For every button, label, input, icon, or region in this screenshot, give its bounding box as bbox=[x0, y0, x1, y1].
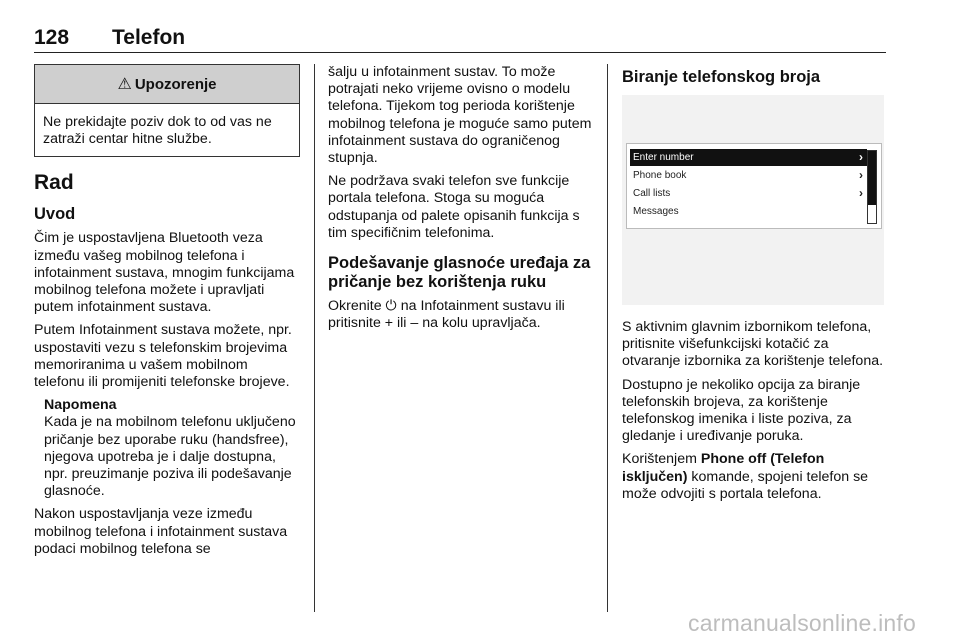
command-name: Phone off (Telefon isključen) bbox=[622, 451, 825, 485]
note-title: Napomena bbox=[44, 397, 117, 414]
column-divider bbox=[314, 64, 315, 612]
paragraph: Putem Infotainment sustava možete, npr. uspostaviti vezu s telefonskim brojevima memoriranima u vašem mobilnom telefonu ili promijeniti telefonske brojeve. bbox=[34, 322, 292, 391]
column-right bbox=[622, 64, 888, 509]
note-block bbox=[44, 397, 300, 500]
page-number: 128 bbox=[34, 26, 70, 49]
warning-title: Upozorenje bbox=[134, 75, 217, 93]
section-title: Rad bbox=[34, 171, 74, 195]
subsection-title: Biranje telefonskog broja bbox=[622, 68, 821, 86]
chevron-right-icon: › bbox=[859, 186, 863, 200]
subsection-title: Uvod bbox=[34, 205, 76, 224]
paragraph: S aktivnim glavnim izbornikom telefona, pritisnite višefunkcijski kotačić za otvaranje izbornika za korištenje telefona. bbox=[622, 319, 884, 370]
warning-triangle-icon: ⚠ bbox=[117, 76, 132, 93]
warning-box bbox=[34, 64, 300, 157]
paragraph: Okrenite ⏻ na Infotainment sustavu ili pritisnite + ili – na kolu upravljača. bbox=[328, 298, 565, 332]
scrollbar[interactable] bbox=[867, 150, 877, 224]
page-header bbox=[34, 26, 886, 53]
subsection-title: Podešavanje glasnoće uređaja za pričanje bez korištenja ruku bbox=[328, 254, 591, 292]
paragraph: Čim je uspostavljena Bluetooth veza između vašeg mobilnog telefona i infotainment sustava, mnogim funkcijama mobilnog telefona možete i upravljati putem infotainment sustava. bbox=[34, 230, 295, 316]
paragraph: Dostupno je nekoliko opcija za biranje telefonskih brojeva, za korištenje telefonskog imenika i liste poziva, za gledanje i uređivanje poruka. bbox=[622, 376, 861, 445]
infotainment-screen bbox=[626, 143, 882, 229]
scrollbar-thumb[interactable] bbox=[868, 151, 876, 205]
column-middle bbox=[328, 64, 598, 338]
paragraph: šalju u infotainment sustav. To može potrajati neko vrijeme ovisno o modelu telefona. Tijekom tog perioda korištenje mobilnog telefona je moguće samo putem infotainment sustava do ograničenog stupnja. bbox=[328, 64, 592, 167]
column-left bbox=[34, 64, 300, 564]
menu-item-call-lists[interactable]: Call lists › bbox=[633, 186, 863, 200]
menu-item-enter-number[interactable]: Enter number › bbox=[630, 149, 867, 166]
watermark: carmanualsonline.info bbox=[688, 610, 916, 636]
chapter-title: Telefon bbox=[112, 26, 186, 49]
menu-item-phone-book[interactable]: Phone book › bbox=[633, 168, 863, 182]
phone-menu-screenshot bbox=[622, 95, 884, 305]
note-text: Kada je na mobilnom telefonu uključeno pričanje bez uporabe ruku (handsfree), njegova upotreba je i dalje dostupna, npr. preuzimanje poziva ili podešavanje glasnoće. bbox=[44, 414, 296, 500]
warning-text: Ne prekidajte poziv dok to od vas ne zatraži centar hitne službe. bbox=[43, 114, 272, 148]
menu-item-messages[interactable]: Messages bbox=[633, 206, 679, 217]
chevron-right-icon: › bbox=[859, 168, 863, 182]
paragraph: Nakon uspostavljanja veze između mobilnog telefona i infotainment sustava podaci mobilnog telefona se bbox=[34, 506, 288, 557]
paragraph: Korištenjem Phone off (Telefon isključen) komande, spojeni telefon se može odvojiti s portala telefona. bbox=[622, 451, 869, 502]
paragraph: Ne podržava svaki telefon sve funkcije portala telefona. Stoga su moguća odstupanja od palete opisanih funkcija s tim specifičnim telefonima. bbox=[328, 173, 580, 241]
warning-header bbox=[35, 65, 299, 104]
column-divider bbox=[607, 64, 608, 612]
chevron-right-icon: › bbox=[859, 150, 863, 164]
